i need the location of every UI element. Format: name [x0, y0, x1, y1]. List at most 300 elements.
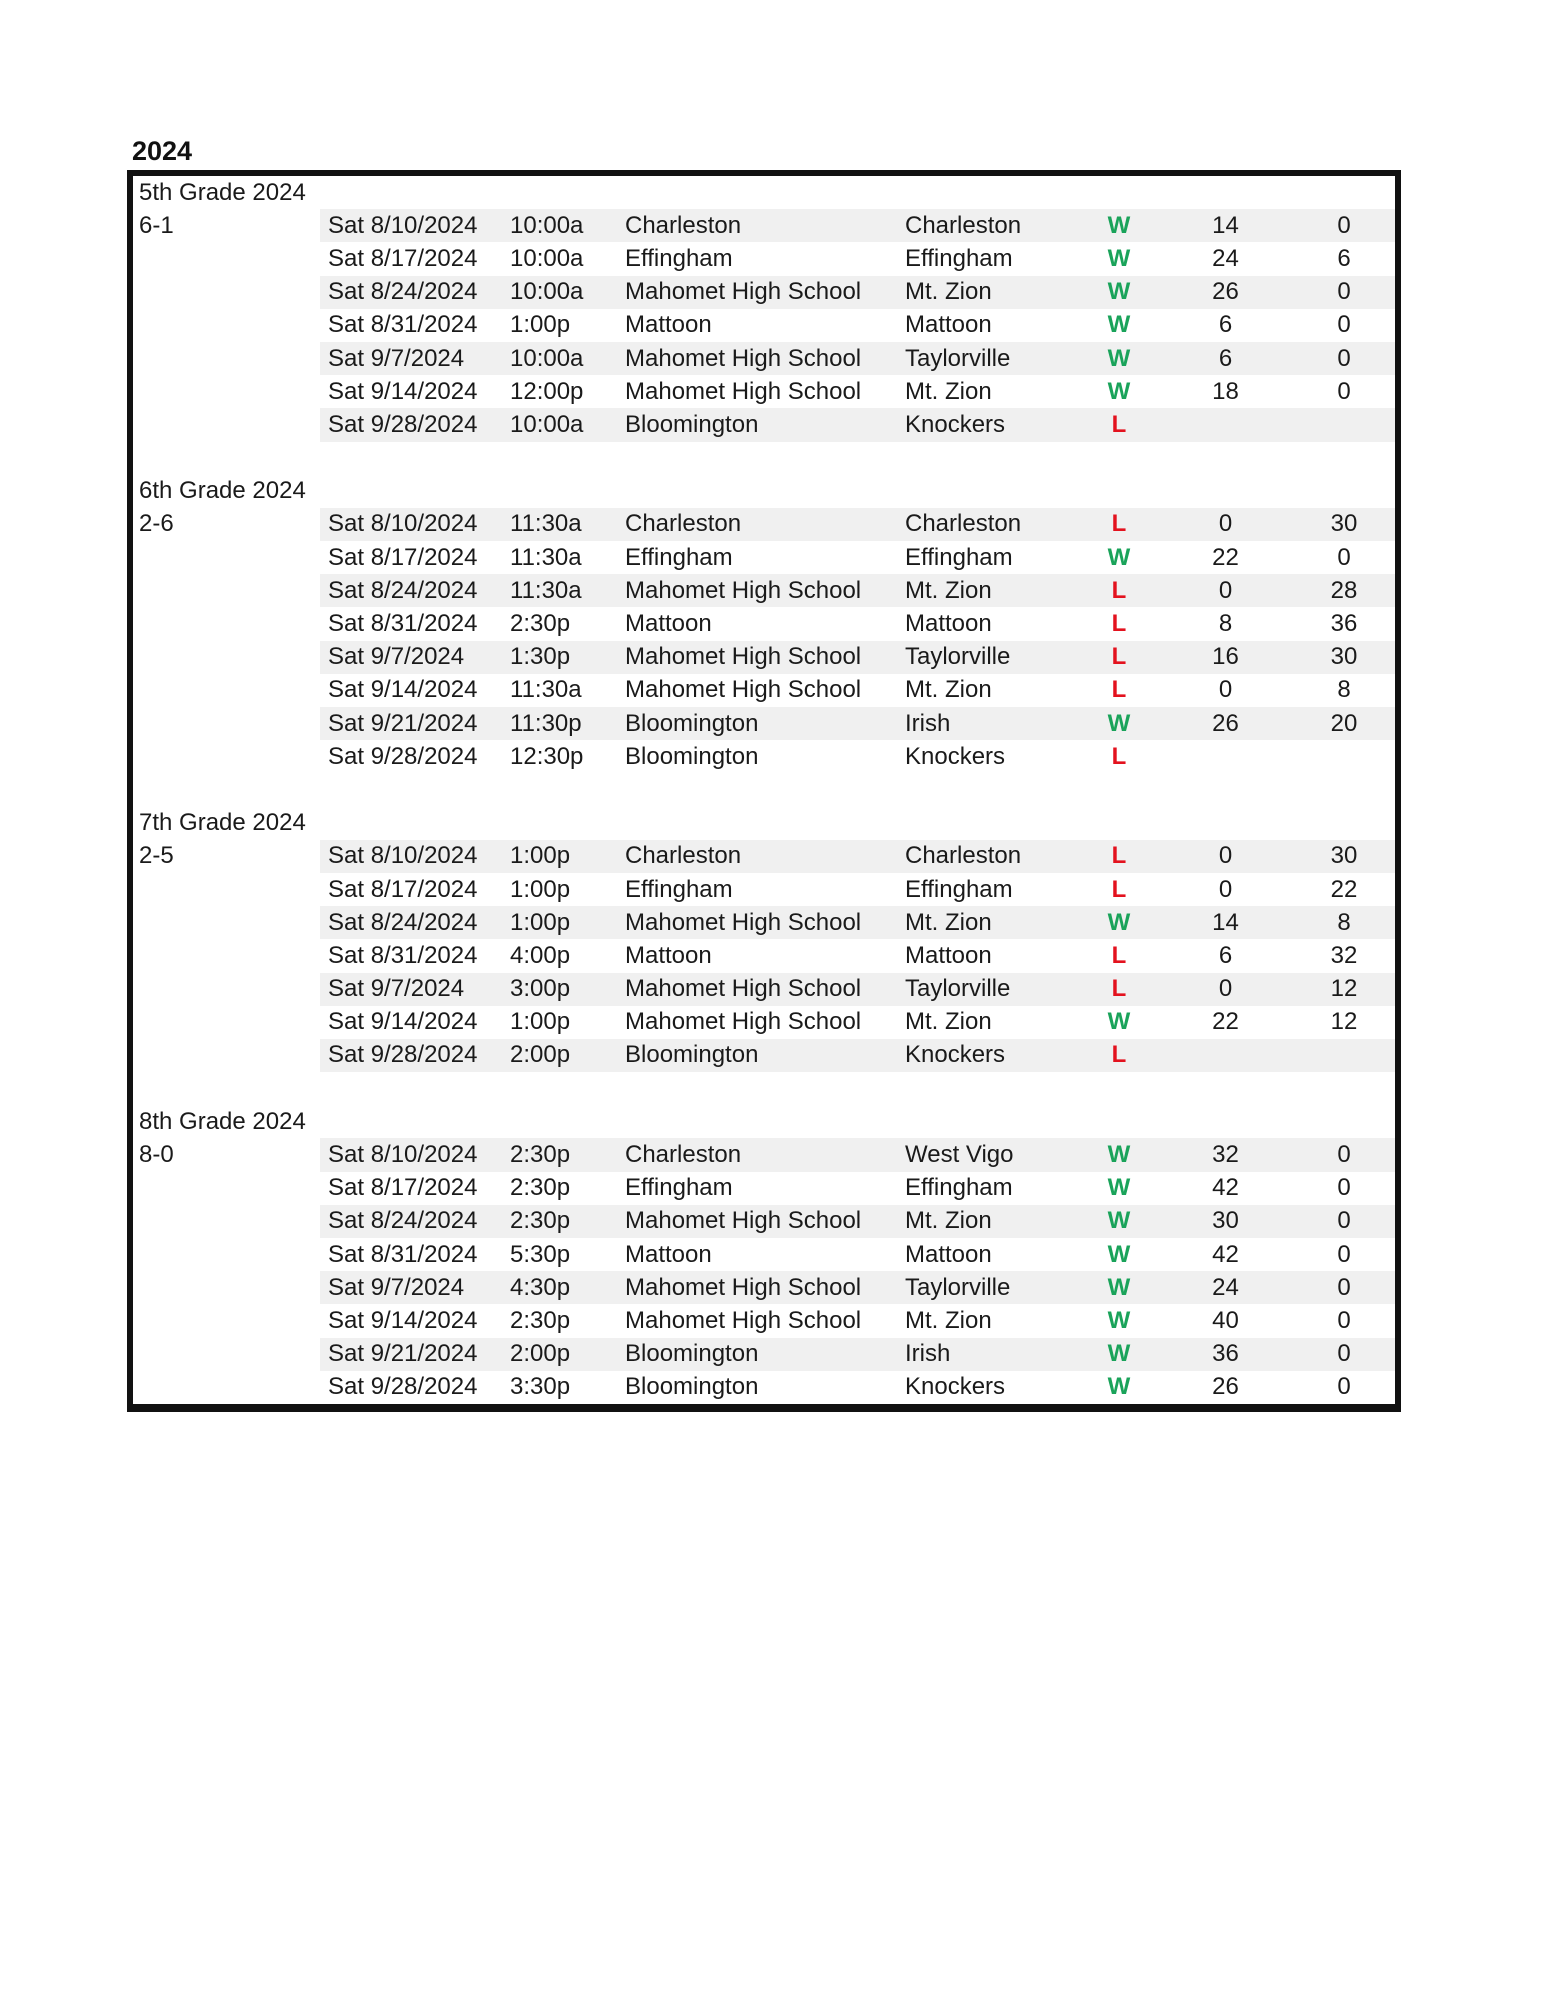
game-row — [133, 1271, 1395, 1304]
game-result: W — [1107, 1340, 1131, 1368]
game-location: Mattoon — [625, 311, 712, 339]
game-result: W — [1107, 278, 1131, 306]
game-row-cells — [320, 641, 1395, 674]
game-date: Sat 9/28/2024 — [328, 1041, 478, 1069]
game-opponent: Mattoon — [905, 1240, 992, 1268]
game-row — [133, 1338, 1395, 1371]
game-date: Sat 8/31/2024 — [328, 941, 478, 969]
game-location: Charleston — [625, 1141, 742, 1169]
game-date: Sat 9/28/2024 — [328, 1373, 478, 1401]
game-date: Sat 8/24/2024 — [328, 1207, 478, 1235]
game-result: W — [1107, 1174, 1131, 1202]
game-row-cells — [320, 873, 1395, 906]
game-result: L — [1111, 941, 1127, 969]
game-row-cells — [320, 607, 1395, 640]
game-row-cells — [320, 1006, 1395, 1039]
game-result: W — [1107, 1240, 1131, 1268]
score-against: 0 — [1337, 1306, 1351, 1334]
game-row — [133, 242, 1395, 275]
game-row-cells — [320, 740, 1395, 773]
score-for: 26 — [1212, 278, 1239, 306]
game-time: 1:00p — [510, 908, 571, 936]
game-row-cells — [320, 1205, 1395, 1238]
game-location: Charleston — [625, 842, 742, 870]
game-time: 12:00p — [510, 377, 584, 405]
score-for: 40 — [1212, 1306, 1239, 1334]
game-row-cells — [320, 1271, 1395, 1304]
game-location: Mahomet High School — [625, 676, 862, 704]
score-for: 42 — [1212, 1240, 1239, 1268]
game-opponent: Knockers — [905, 1041, 1006, 1069]
record-label — [133, 375, 320, 408]
score-against — [1293, 740, 1395, 773]
game-result: L — [1111, 742, 1127, 770]
game-opponent: Mattoon — [905, 311, 992, 339]
score-against: 22 — [1330, 875, 1358, 903]
game-row — [133, 1304, 1395, 1337]
section-header-row — [133, 176, 1395, 209]
score-for: 18 — [1212, 377, 1239, 405]
game-location: Effingham — [625, 244, 733, 272]
game-opponent: Mt. Zion — [905, 576, 992, 604]
game-row-cells — [320, 375, 1395, 408]
game-location: Mahomet High School — [625, 643, 862, 671]
score-against: 30 — [1330, 842, 1358, 870]
game-row — [133, 342, 1395, 375]
game-opponent: Charleston — [905, 211, 1022, 239]
game-time: 2:30p — [510, 1207, 571, 1235]
game-result: W — [1107, 908, 1131, 936]
record-label — [133, 1172, 320, 1205]
record-label — [133, 939, 320, 972]
game-date: Sat 8/10/2024 — [328, 1141, 478, 1169]
record-label — [133, 873, 320, 906]
score-for — [1158, 408, 1293, 441]
game-row — [133, 408, 1395, 441]
game-date: Sat 9/7/2024 — [328, 975, 465, 1003]
section-header-row — [133, 1105, 1395, 1138]
game-time: 4:00p — [510, 941, 571, 969]
score-for: 6 — [1218, 941, 1233, 969]
record-label — [133, 973, 320, 1006]
game-time: 2:00p — [510, 1340, 571, 1368]
record-label — [133, 1205, 320, 1238]
score-for: 22 — [1212, 543, 1239, 571]
game-row-cells — [320, 1238, 1395, 1271]
game-time: 3:30p — [510, 1373, 571, 1401]
game-row-cells — [320, 674, 1395, 707]
score-against: 12 — [1330, 1008, 1358, 1036]
game-row-cells — [320, 276, 1395, 309]
game-row — [133, 276, 1395, 309]
game-time: 10:00a — [510, 211, 584, 239]
game-row-cells — [320, 309, 1395, 342]
game-date: Sat 8/24/2024 — [328, 278, 478, 306]
game-time: 12:30p — [510, 742, 584, 770]
score-against: 28 — [1330, 576, 1358, 604]
game-location: Bloomington — [625, 1373, 759, 1401]
record-label: 6-1 — [139, 211, 174, 239]
game-result: W — [1107, 709, 1131, 737]
game-result: L — [1111, 610, 1127, 638]
game-result: W — [1107, 1141, 1131, 1169]
game-time: 5:30p — [510, 1240, 571, 1268]
game-location: Bloomington — [625, 1041, 759, 1069]
game-location: Mahomet High School — [625, 1008, 862, 1036]
game-row — [133, 607, 1395, 640]
game-row — [133, 840, 1395, 873]
game-time: 2:30p — [510, 1174, 571, 1202]
game-result: L — [1111, 842, 1127, 870]
game-row — [133, 375, 1395, 408]
record-label — [133, 641, 320, 674]
score-against: 6 — [1337, 244, 1351, 272]
game-time: 1:00p — [510, 1008, 571, 1036]
game-date: Sat 9/14/2024 — [328, 1306, 478, 1334]
game-location: Bloomington — [625, 1340, 759, 1368]
game-location: Mahomet High School — [625, 908, 862, 936]
game-opponent: Knockers — [905, 410, 1006, 438]
game-row — [133, 707, 1395, 740]
score-against: 30 — [1330, 510, 1358, 538]
game-result: L — [1111, 510, 1127, 538]
game-location: Mattoon — [625, 941, 712, 969]
game-opponent: Mattoon — [905, 610, 992, 638]
game-opponent: Effingham — [905, 543, 1013, 571]
game-opponent: Effingham — [905, 244, 1013, 272]
game-row-cells — [320, 1172, 1395, 1205]
game-location: Effingham — [625, 1174, 733, 1202]
game-opponent: Irish — [905, 709, 951, 737]
score-against: 0 — [1337, 278, 1351, 306]
game-location: Mattoon — [625, 610, 712, 638]
game-opponent: Charleston — [905, 510, 1022, 538]
game-row — [133, 1238, 1395, 1271]
score-against: 0 — [1337, 1207, 1351, 1235]
game-opponent: Mt. Zion — [905, 278, 992, 306]
game-location: Mahomet High School — [625, 1273, 862, 1301]
score-for: 14 — [1212, 908, 1239, 936]
schedule-table — [127, 170, 1401, 1412]
score-against: 0 — [1337, 543, 1351, 571]
game-result: W — [1107, 1008, 1131, 1036]
score-for: 0 — [1218, 576, 1233, 604]
score-against: 0 — [1337, 1273, 1351, 1301]
score-against: 20 — [1330, 709, 1358, 737]
game-row-cells — [320, 840, 1395, 873]
game-date: Sat 8/10/2024 — [328, 510, 478, 538]
score-for: 36 — [1212, 1340, 1239, 1368]
game-date: Sat 9/21/2024 — [328, 1340, 478, 1368]
game-row — [133, 508, 1395, 541]
game-location: Mahomet High School — [625, 1306, 862, 1334]
score-for — [1158, 1039, 1293, 1072]
game-date: Sat 9/7/2024 — [328, 1273, 465, 1301]
game-time: 10:00a — [510, 244, 584, 272]
game-result: W — [1107, 1373, 1131, 1401]
game-row — [133, 674, 1395, 707]
record-label — [133, 276, 320, 309]
game-location: Mattoon — [625, 1240, 712, 1268]
blank-row — [133, 1072, 1395, 1105]
game-row — [133, 1006, 1395, 1039]
section-header-row — [133, 807, 1395, 840]
record-label: 2-6 — [139, 510, 174, 538]
game-date: Sat 8/17/2024 — [328, 875, 478, 903]
game-location: Charleston — [625, 211, 742, 239]
score-for: 0 — [1218, 676, 1233, 704]
blank-row — [133, 773, 1395, 806]
page-title: 2024 — [132, 136, 193, 166]
game-location: Mahomet High School — [625, 1207, 862, 1235]
game-location: Mahomet High School — [625, 344, 862, 372]
game-opponent: Irish — [905, 1340, 951, 1368]
game-time: 2:30p — [510, 610, 571, 638]
record-label — [133, 242, 320, 275]
game-opponent: Taylorville — [905, 344, 1011, 372]
game-result: W — [1107, 344, 1131, 372]
score-for — [1158, 740, 1293, 773]
score-for: 42 — [1212, 1174, 1239, 1202]
score-for: 26 — [1212, 1373, 1239, 1401]
game-row — [133, 1039, 1395, 1072]
record-label — [133, 1006, 320, 1039]
game-opponent: Mt. Zion — [905, 1207, 992, 1235]
game-time: 11:30a — [510, 576, 582, 604]
score-for: 32 — [1212, 1141, 1239, 1169]
game-opponent: Mt. Zion — [905, 676, 992, 704]
game-date: Sat 8/31/2024 — [328, 311, 478, 339]
game-row-cells — [320, 408, 1395, 441]
game-date: Sat 8/17/2024 — [328, 1174, 478, 1202]
record-label — [133, 740, 320, 773]
score-for: 16 — [1212, 643, 1239, 671]
game-location: Effingham — [625, 875, 733, 903]
game-opponent: Knockers — [905, 1373, 1006, 1401]
record-label — [133, 1039, 320, 1072]
score-against: 0 — [1337, 311, 1351, 339]
game-opponent: Mt. Zion — [905, 1306, 992, 1334]
game-opponent: Mt. Zion — [905, 1008, 992, 1036]
game-time: 11:30a — [510, 676, 582, 704]
score-against: 0 — [1337, 1340, 1351, 1368]
score-for: 30 — [1212, 1207, 1239, 1235]
game-result: W — [1107, 244, 1131, 272]
game-date: Sat 8/31/2024 — [328, 1240, 478, 1268]
score-against: 0 — [1337, 211, 1351, 239]
score-against — [1293, 1039, 1395, 1072]
game-result: L — [1111, 676, 1127, 704]
score-against — [1293, 408, 1395, 441]
score-against: 32 — [1330, 941, 1358, 969]
score-for: 8 — [1218, 610, 1233, 638]
game-result: W — [1107, 543, 1131, 571]
game-opponent: Mt. Zion — [905, 377, 992, 405]
game-time: 1:00p — [510, 875, 571, 903]
game-date: Sat 8/17/2024 — [328, 244, 478, 272]
game-time: 11:30a — [510, 543, 582, 571]
game-date: Sat 8/10/2024 — [328, 211, 478, 239]
game-row — [133, 309, 1395, 342]
game-result: W — [1107, 377, 1131, 405]
game-date: Sat 9/14/2024 — [328, 1008, 478, 1036]
game-date: Sat 9/7/2024 — [328, 643, 465, 671]
game-time: 1:00p — [510, 311, 571, 339]
game-row-cells — [320, 342, 1395, 375]
game-time: 11:30p — [510, 709, 582, 737]
section-title: 7th Grade 2024 — [139, 809, 306, 837]
game-row — [133, 906, 1395, 939]
game-location: Mahomet High School — [625, 278, 862, 306]
game-result: L — [1111, 1041, 1127, 1069]
game-opponent: Effingham — [905, 875, 1013, 903]
game-row-cells — [320, 1304, 1395, 1337]
record-label — [133, 607, 320, 640]
game-result: L — [1111, 410, 1127, 438]
game-date: Sat 9/28/2024 — [328, 410, 478, 438]
game-time: 11:30a — [510, 510, 582, 538]
game-opponent: Charleston — [905, 842, 1022, 870]
game-time: 10:00a — [510, 344, 584, 372]
game-result: W — [1107, 211, 1131, 239]
game-opponent: Knockers — [905, 742, 1006, 770]
game-date: Sat 9/14/2024 — [328, 676, 478, 704]
game-opponent: Effingham — [905, 1174, 1013, 1202]
game-row-cells — [320, 1338, 1395, 1371]
game-result: L — [1111, 576, 1127, 604]
game-row — [133, 740, 1395, 773]
game-result: W — [1107, 1273, 1131, 1301]
record-label — [133, 906, 320, 939]
record-label — [133, 1238, 320, 1271]
record-label — [133, 707, 320, 740]
game-row — [133, 1371, 1395, 1404]
game-result: W — [1107, 311, 1131, 339]
game-result: W — [1107, 1306, 1131, 1334]
game-time: 1:00p — [510, 842, 571, 870]
game-row — [133, 1172, 1395, 1205]
game-row — [133, 209, 1395, 242]
game-time: 4:30p — [510, 1273, 571, 1301]
score-against: 36 — [1330, 610, 1358, 638]
score-for: 0 — [1218, 510, 1233, 538]
game-location: Bloomington — [625, 410, 759, 438]
game-location: Bloomington — [625, 709, 759, 737]
game-row — [133, 939, 1395, 972]
game-date: Sat 8/17/2024 — [328, 543, 478, 571]
score-against: 12 — [1330, 975, 1358, 1003]
game-row-cells — [320, 541, 1395, 574]
record-label — [133, 574, 320, 607]
game-opponent: West Vigo — [905, 1141, 1014, 1169]
game-row-cells — [320, 242, 1395, 275]
game-row-cells — [320, 939, 1395, 972]
record-label — [133, 309, 320, 342]
game-row — [133, 973, 1395, 1006]
game-row-cells — [320, 707, 1395, 740]
record-label — [133, 342, 320, 375]
game-row — [133, 1138, 1395, 1171]
game-result: W — [1107, 1207, 1131, 1235]
game-location: Bloomington — [625, 742, 759, 770]
game-row — [133, 541, 1395, 574]
game-location: Mahomet High School — [625, 377, 862, 405]
game-opponent: Taylorville — [905, 975, 1011, 1003]
game-row-cells — [320, 973, 1395, 1006]
game-row-cells — [320, 574, 1395, 607]
record-label — [133, 408, 320, 441]
game-time: 10:00a — [510, 278, 584, 306]
game-row-cells — [320, 1138, 1395, 1171]
game-time: 10:00a — [510, 410, 584, 438]
section-title: 8th Grade 2024 — [139, 1107, 306, 1135]
score-against: 0 — [1337, 377, 1351, 405]
record-label — [133, 674, 320, 707]
game-row-cells — [320, 1039, 1395, 1072]
record-label — [133, 1371, 320, 1404]
game-time: 2:30p — [510, 1141, 571, 1169]
score-against: 30 — [1330, 643, 1358, 671]
section-title: 6th Grade 2024 — [139, 477, 306, 505]
game-row — [133, 641, 1395, 674]
record-label — [133, 1271, 320, 1304]
game-location: Mahomet High School — [625, 576, 862, 604]
game-opponent: Taylorville — [905, 643, 1011, 671]
score-against: 0 — [1337, 1174, 1351, 1202]
score-for: 14 — [1212, 211, 1239, 239]
section-header-row — [133, 475, 1395, 508]
score-for: 22 — [1212, 1008, 1239, 1036]
game-date: Sat 8/24/2024 — [328, 908, 478, 936]
score-for: 24 — [1212, 1273, 1239, 1301]
game-row-cells — [320, 508, 1395, 541]
game-row — [133, 574, 1395, 607]
score-for: 6 — [1218, 344, 1233, 372]
game-location: Charleston — [625, 510, 742, 538]
score-for: 0 — [1218, 875, 1233, 903]
game-time: 2:00p — [510, 1041, 571, 1069]
game-date: Sat 9/21/2024 — [328, 709, 478, 737]
score-for: 24 — [1212, 244, 1239, 272]
score-for: 0 — [1218, 842, 1233, 870]
game-date: Sat 8/10/2024 — [328, 842, 478, 870]
game-row-cells — [320, 1371, 1395, 1404]
game-result: L — [1111, 875, 1127, 903]
section-title: 5th Grade 2024 — [139, 178, 306, 206]
game-row-cells — [320, 906, 1395, 939]
game-row-cells — [320, 209, 1395, 242]
game-row — [133, 1205, 1395, 1238]
game-location: Mahomet High School — [625, 975, 862, 1003]
game-date: Sat 8/31/2024 — [328, 610, 478, 638]
game-result: L — [1111, 643, 1127, 671]
record-label — [133, 541, 320, 574]
score-against: 0 — [1337, 1141, 1351, 1169]
game-row — [133, 873, 1395, 906]
game-date: Sat 9/28/2024 — [328, 742, 478, 770]
game-time: 3:00p — [510, 975, 571, 1003]
score-against: 8 — [1337, 908, 1351, 936]
score-against: 0 — [1337, 1240, 1351, 1268]
game-date: Sat 9/7/2024 — [328, 344, 465, 372]
game-opponent: Mt. Zion — [905, 908, 992, 936]
game-date: Sat 9/14/2024 — [328, 377, 478, 405]
record-label — [133, 1338, 320, 1371]
game-opponent: Taylorville — [905, 1273, 1011, 1301]
game-opponent: Mattoon — [905, 941, 992, 969]
game-location: Effingham — [625, 543, 733, 571]
game-date: Sat 8/24/2024 — [328, 576, 478, 604]
